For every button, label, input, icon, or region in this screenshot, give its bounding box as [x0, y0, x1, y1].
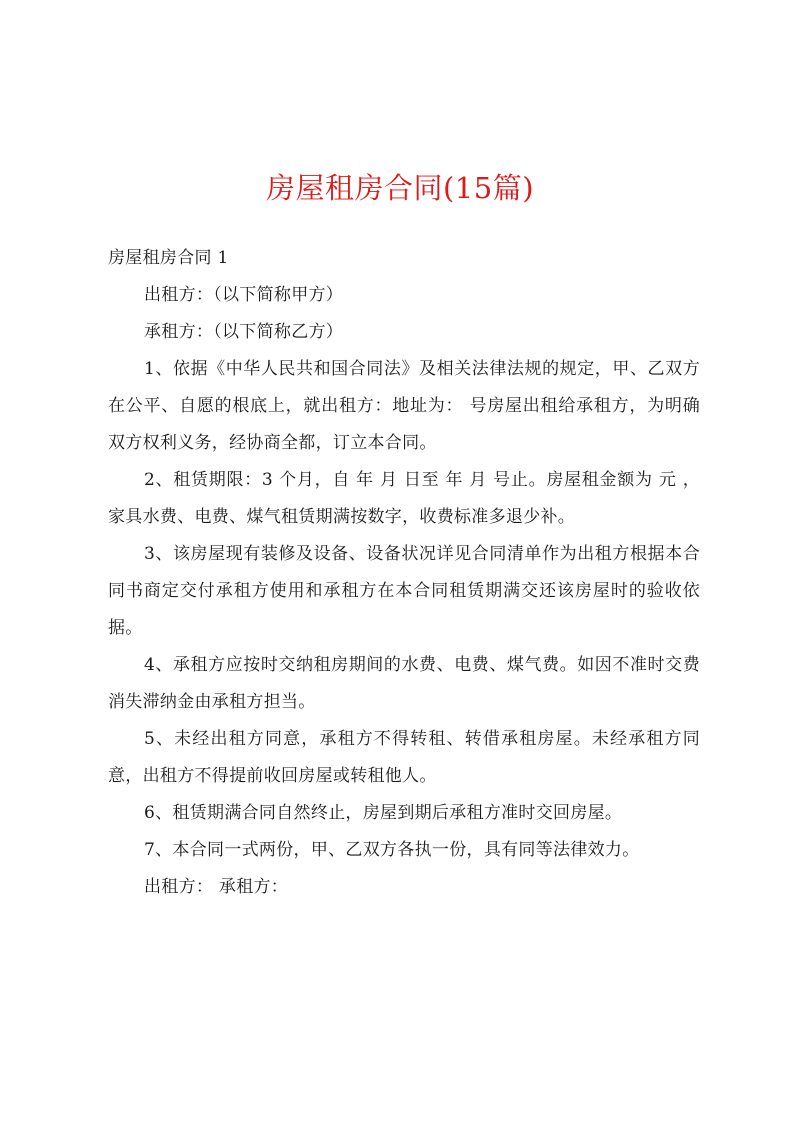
paragraph-lessee: 承租方：（以下简称乙方）: [144, 322, 344, 342]
clause-6: 6、租赁期满合同自然终止，房屋到期后承租方准时交回房屋。: [144, 803, 623, 823]
document-body: [108, 240, 700, 906]
signature-line: 出租方： 承租方：: [144, 877, 289, 897]
document-title: 房屋租房合同(15篇): [265, 171, 535, 205]
clause-4: 4、承租方应按时交纳租房期间的水费、电费、煤气费。如因不准时交费消失滞纳金由承租方担当。: [108, 655, 700, 712]
clause-1: 1、依据《中华人民共和国合同法》及相关法律法规的规定，甲、乙双方在公平、自愿的根底上，就出租方：地址为： 号房屋出租给承租方，为明确双方权利义务，经协商全都，订立本合同。: [108, 359, 700, 453]
section-heading: 房屋租房合同 1: [108, 248, 229, 268]
clause-5: 5、未经出租方同意，承租方不得转租、转借承租房屋。未经承租方同意，出租方不得提前收回房屋或转租他人。: [108, 729, 700, 786]
clause-2: 2、租赁期限：3 个月，自 年 月 日至 年 月 号止。房屋租金额为 元 ， 家具水费、电费、煤气租赁期满按数字，收费标准多退少补。: [108, 470, 700, 527]
clause-7: 7、本合同一式两份，甲、乙双方各执一份，具有同等法律效力。: [144, 840, 640, 860]
clause-3: 3、该房屋现有装修及设备、设备状况详见合同清单作为出租方根据本合同书商定交付承租方使用和承租方在本合同租赁期满交还该房屋时的验收依据。: [108, 544, 700, 638]
paragraph-lessor: 出租方：（以下简称甲方）: [144, 285, 344, 305]
